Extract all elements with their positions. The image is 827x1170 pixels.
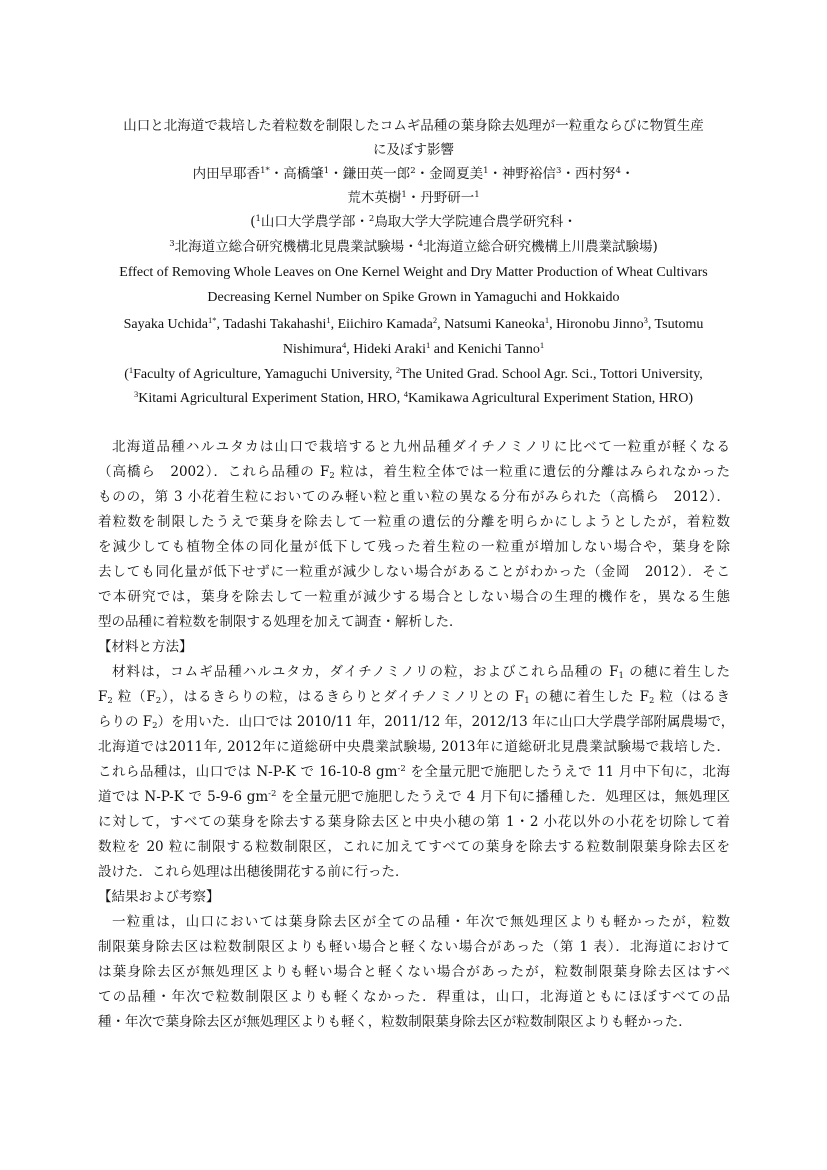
title-en-line-2: Decreasing Kernel Number on Spike Grown in Yamaguchi and Hokkaido [207,290,620,305]
authors-ja-line-2: 荒木英樹$^1$・丹野研一$^1$ [347,190,480,206]
affiliations-en-line-1: ($^1$Faculty of Agriculture, Yamaguchi University, $^2$The United Grad. School Agr. Sci., Tottori University, [124,365,703,382]
intro-line-7: で本研究では，葉身を除去して一粒重が減少する場合としない場合の生理的機作を，異なる生態 [98,589,730,605]
methods-line-2: $F_2$ 粒$(F_2)$，はるきらりの粒，はるきらりとダイチノミノリとの $F_1$ の穂に着生した $F_2$ 粒（はるき [98,689,730,706]
results-line-4: ての品種・年次で粒数制限区よりも軽くなかった．稈重は，山口，北海道ともにほぼすべての品 [98,989,730,1005]
affiliations-ja-line-2: $^3$北海道立総合研究機構北見農業試験場・$^4$北海道立総合研究機構上川農業試験場) [169,239,658,255]
authors-en-line-1: Sayaka Uchida$^{1*}$, Tadashi Takahashi$^1$, Eiichiro Kamada$^2$, Natsumi Kaneoka$^1$, Hironobu Jinno$^3$, Tsutomu [123,315,704,332]
intro-line-3: ものの，第 3 小花着生粒においてのみ軽い粒と重い粒の異なる分布がみられた（高橋ら 2012）． [98,489,730,505]
methods-line-8: 数粒を 20 粒に制限する粒数制限区，これに加えてすべての葉身を除去する粒数制限葉身除去区を [98,839,730,855]
methods-line-9: 設けた．これら処理は出穂後開花する前に行った． [98,864,409,880]
intro-line-8: 型の品種に着粒数を制限する処理を加えて調査・解析した． [98,614,463,630]
intro-line-5: を減少しても植物全体の同化量が低下して残った着生粒の一粒重が増加しない場合や，葉身を除 [98,539,730,555]
intro-line-6: 去しても同化量が低下せずに一粒重が減少しない場合があることがわかった（金岡 2012）．そこ [98,564,730,580]
authors-ja-line-1: 内田早耶香$^{1*}$・高橋肇$^1$・鎌田英一郎$^2$・金岡夏美$^1$・神野裕信$^3$・西村努$^4$・ [192,166,635,182]
methods-line-6: 道では N-P-K で 5-9-6 $gm^{-2}$ を全量元肥で施肥したうえで 4 月下旬に播種した．処理区は，無処理区 [98,789,730,805]
results-line-5: 種・年次で葉身除去区が無処理区よりも軽く，粒数制限葉身除去区が粒数制限区よりも軽かった． [98,1014,692,1030]
title-ja-line-1: 山口と北海道で栽培した着粒数を制限したコムギ品種の葉身除去処理が一粒重ならびに物質生産 [123,118,704,134]
intro-line-2: （高橋ら 2002）．これら品種の $F_2$ 粒は，着生粒全体では一粒重に遺伝的分離はみられなかった [98,464,731,481]
intro-line-4: 着粒数を制限したうえで葉身を除去して一粒重の遺伝的分離を明らかにしようとしたが，着粒数 [98,514,730,530]
methods-line-3: らりの $F_2$）を用いた．山口では 2010/11 年，2011/12 年，2012/13 年に山口大学農学部附属農場で， [98,714,735,731]
title-ja-line-2: に及ぼす影響 [373,142,454,158]
title-en-line-1: Effect of Removing Whole Leaves on One Kernel Weight and Dry Matter Production of Wheat Cultivars [119,265,708,280]
methods-line-5: これら品種は，山口では N-P-K で 16-10-8 $gm^{-2}$ を全量元肥で施肥したうえで 11 月中下旬に，北海 [98,764,730,780]
affiliations-en-line-2: $^3$Kitami Agricultural Experiment Station, HRO, $^4$Kamikawa Agricultural Experiment Station, HRO) [133,389,694,406]
intro-line-1: 北海道品種ハルユタカは山口で栽培すると九州品種ダイチノミノリに比べて一粒重が軽くなる [112,439,730,455]
methods-line-1: 材料は，コムギ品種ハルユタカ，ダイチノミノリの粒，およびこれら品種の $F_1$ の穂に着生した [112,664,730,681]
results-line-1: 一粒重は，山口においては葉身除去区が全ての品種・年次で無処理区よりも軽かったが，粒数 [112,914,730,930]
authors-en-line-2: Nishimura$^4$, Hideki Araki$^1$ and Kenichi Tanno$^1$ [282,340,545,357]
results-heading: 【結果および考察】 [98,889,220,905]
results-line-3: は葉身除去区が無処理区よりも軽い場合と軽くない場合があったが，粒数制限葉身除去区はすべ [98,964,730,980]
methods-line-7: に対して，すべての葉身を除去する葉身除去区と中央小穂の第 1・2 小花以外の小花を切除して着 [98,814,730,830]
results-line-2: 制限葉身除去区は粒数制限区よりも軽い場合と軽くない場合があった（第 1 表）．北海道におけて [98,939,730,955]
methods-heading: 【材料と方法】 [98,639,193,655]
affiliations-ja-line-1: ($^1$山口大学農学部・$^2$鳥取大学大学院連合農学研究科・ [250,214,577,230]
methods-line-4: 北海道では2011年, 2012年に道総研中央農業試験場, 2013年に道総研北見農業試験場で栽培した． [98,739,730,755]
